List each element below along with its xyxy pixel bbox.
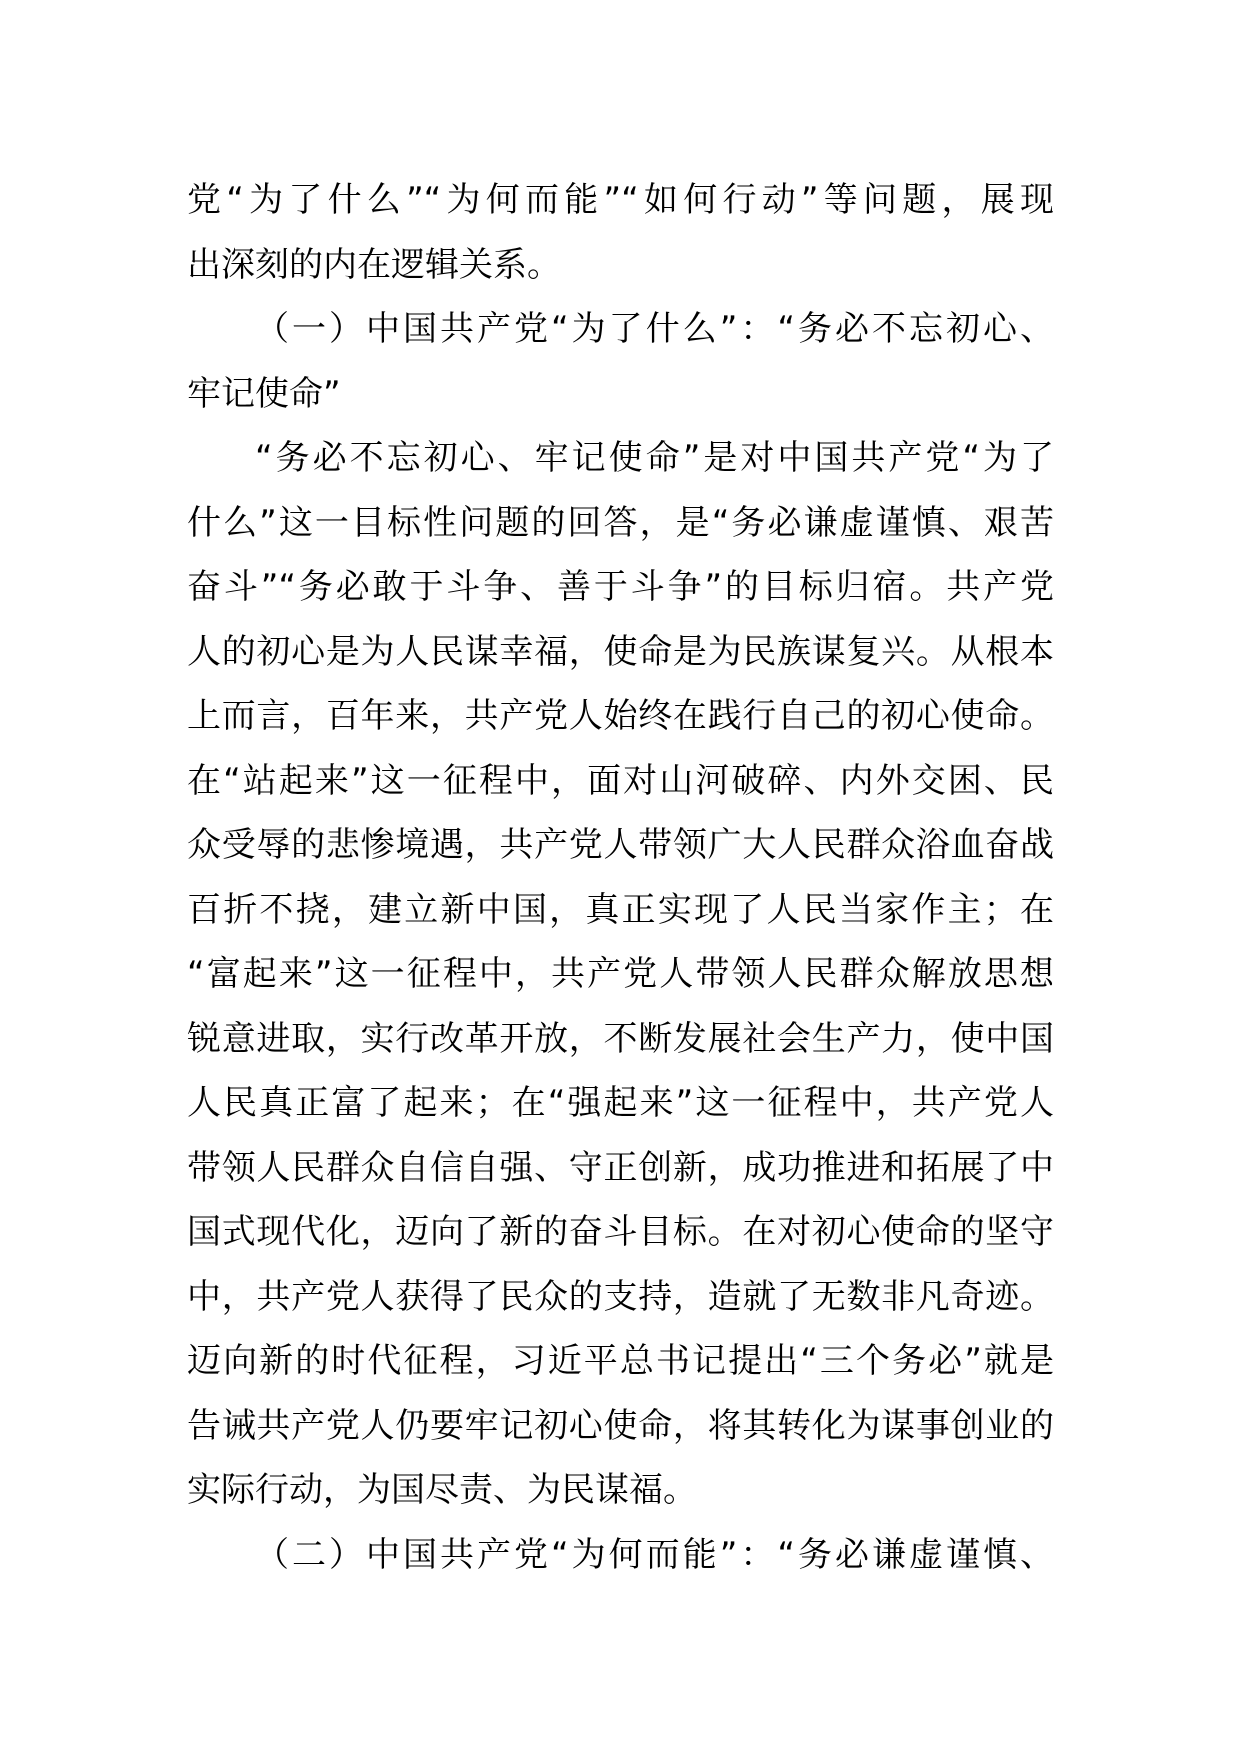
text-line: 告诫共产党人仍要牢记初心使命，将其转化为谋事创业的 xyxy=(187,1405,1054,1446)
text-line: “富起来”这一征程中，共产党人带领人民群众解放思想 xyxy=(187,954,1054,994)
text-line: 国式现代化，迈向了新的奋斗目标。在对初心使命的坚守 xyxy=(187,1212,1054,1252)
text-line: 出深刻的内在逻辑关系。 xyxy=(187,244,561,285)
text-line: 百折不挠，建立新中国，真正实现了人民当家作主；在 xyxy=(187,889,1054,930)
text-line: 什么”这一目标性问题的回答，是“务必谦虚谨慎、艰苦 xyxy=(187,502,1054,543)
section-heading-2 xyxy=(187,1523,1054,1588)
text-line: 上而言，百年来，共产党人始终在践行自己的初心使命。 xyxy=(187,696,1054,736)
text-line: 迈向新的时代征程，习近平总书记提出“三个务必”就是 xyxy=(187,1341,1054,1381)
text-line: “务必不忘初心、牢记使命”是对中国共产党“为了 xyxy=(255,438,1054,478)
text-line: 中，共产党人获得了民众的支持，造就了无数非凡奇迹。 xyxy=(187,1276,1054,1317)
text-line: 人的初心是为人民谋幸福，使命是为民族谋复兴。从根本 xyxy=(187,631,1054,672)
text-line: 众受辱的悲惨境遇，共产党人带领广大人民群众浴血奋战 xyxy=(187,825,1054,865)
text-line: 人民真正富了起来；在“强起来”这一征程中，共产党人 xyxy=(187,1083,1054,1123)
heading-line: 牢记使命” xyxy=(187,373,341,414)
paragraph-1 xyxy=(187,426,1054,1523)
text-line: 在“站起来”这一征程中，面对山河破碎、内外交困、民 xyxy=(187,760,1054,801)
text-line: 奋斗”“务必敢于斗争、善于斗争”的目标归宿。共产党 xyxy=(187,567,1054,607)
paragraph-intro-end xyxy=(187,168,1054,297)
text-line: 带领人民群众自信自强、守正创新，成功推进和拓展了中 xyxy=(187,1147,1054,1188)
text-line: 党“为了什么”“为何而能”“如何行动”等问题，展现 xyxy=(187,180,1054,220)
heading-line: （二）中国共产党“为何而能”：“务必谦虚谨慎、 xyxy=(255,1534,1054,1575)
text-line: 实际行动，为国尽责、为民谋福。 xyxy=(187,1470,697,1510)
text-line: 锐意进取，实行改革开放，不断发展社会生产力，使中国 xyxy=(187,1018,1054,1059)
section-heading-1 xyxy=(187,297,1054,426)
heading-line: （一）中国共产党“为了什么”：“务必不忘初心、 xyxy=(255,309,1054,349)
document-page xyxy=(187,168,1054,1587)
